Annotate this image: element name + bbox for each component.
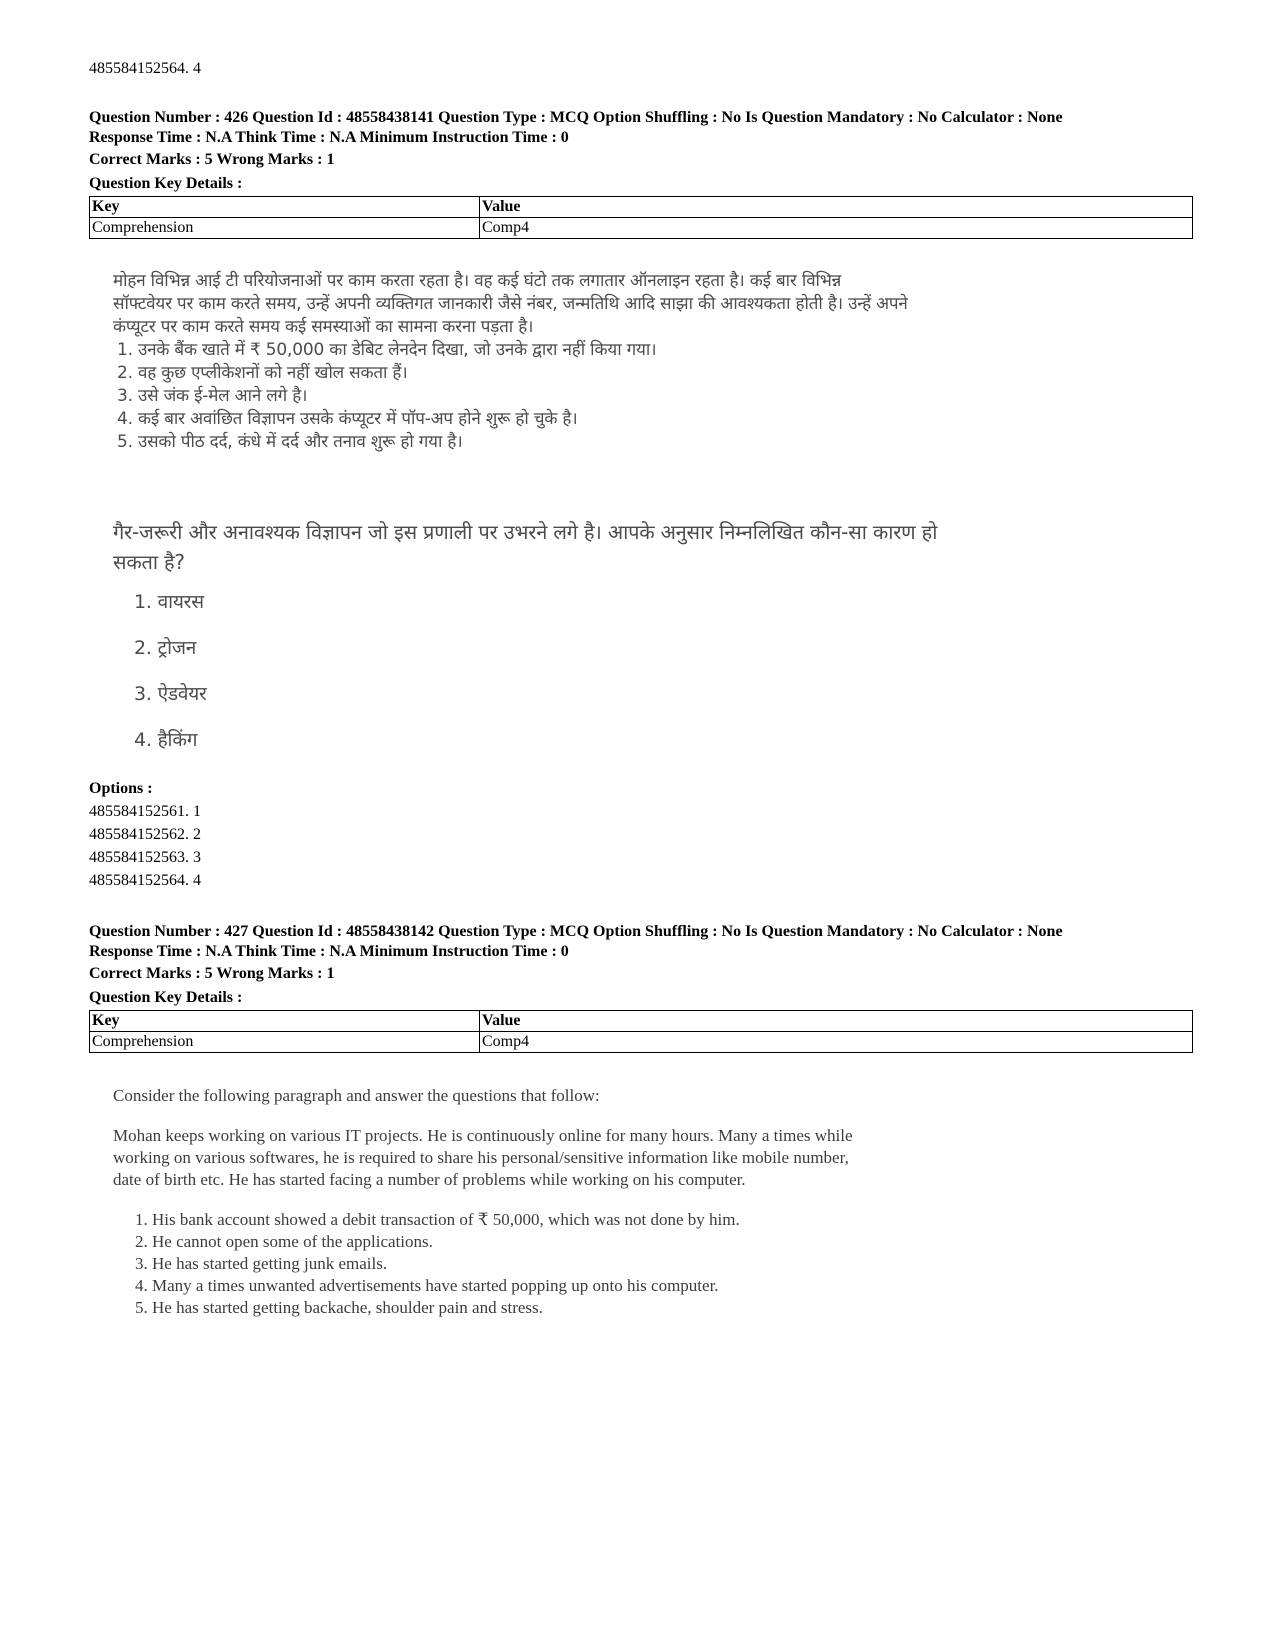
option-item: 485584152561. 1 — [89, 803, 201, 820]
problem-item: 4. Many a times unwanted advertisements have started popping up onto his computer. — [135, 1276, 719, 1295]
passage-line: working on various softwares, he is required to share his personal/sensitive information like mobile number, — [113, 1148, 849, 1167]
table-cell-value: Comp4 — [480, 1032, 1193, 1053]
table-header-key: Key — [90, 1011, 480, 1032]
table-cell-value: Comp4 — [480, 218, 1193, 239]
choice-item: 1. वायरस — [134, 591, 204, 613]
question-header — [89, 108, 1189, 147]
table-header-value: Value — [480, 197, 1193, 218]
english-passage — [113, 1085, 1013, 1319]
problem-item: 2. He cannot open some of the applications. — [135, 1232, 433, 1251]
options-list — [89, 802, 201, 894]
marks-line: Correct Marks : 5 Wrong Marks : 1 — [89, 965, 335, 983]
question-line: गैर-जरूरी और अनावश्यक विज्ञापन जो इस प्रणाली पर उभरने लगे है। आपके अनुसार निम्नलिखित कौन-सा कारण हो — [113, 520, 938, 544]
hindi-question — [113, 517, 1013, 577]
passage-line: date of birth etc. He has started facing a number of problems while working on his computer. — [113, 1170, 746, 1189]
question-line: सकता है? — [113, 550, 185, 574]
problem-item: 5. उसको पीठ दर्द, कंधे में दर्द और तनाव शुरू हो गया है। — [117, 432, 463, 452]
choice-item: 4. हैकिंग — [134, 729, 198, 751]
passage-line: सॉफ्टवेयर पर काम करते समय, उन्हें अपनी व्यक्तिगत जानकारी जैसे नंबर, जन्मतिथि आदि साझा की आवश्यकता होती है। उन्हें अपने — [113, 294, 908, 314]
option-item: 485584152563. 3 — [89, 849, 201, 866]
problem-item: 5. He has started getting backache, shoulder pain and stress. — [135, 1298, 543, 1317]
question-header — [89, 922, 1189, 961]
problem-item: 4. कई बार अवांछित विज्ञापन उसके कंप्यूटर में पॉप-अप होने शुरू हो चुके है। — [117, 409, 578, 429]
marks-line: Correct Marks : 5 Wrong Marks : 1 — [89, 151, 335, 169]
passage-intro: Consider the following paragraph and answer the questions that follow: — [113, 1086, 600, 1105]
question-header-line1: Question Number : 427 Question Id : 48558438142 Question Type : MCQ Option Shuffling : No Is Question Mandatory : No Calculator : None — [89, 923, 1063, 940]
key-details-label: Question Key Details : — [89, 174, 243, 192]
table-cell-key: Comprehension — [90, 218, 480, 239]
passage-line: Mohan keeps working on various IT projects. He is continuously online for many hours. Many a times while — [113, 1126, 853, 1145]
question-427 — [89, 922, 1189, 1053]
hindi-choices — [134, 591, 207, 775]
table-row — [90, 218, 1193, 239]
choice-item: 2. ट्रोजन — [134, 637, 197, 659]
question-426 — [89, 108, 1189, 239]
passage-line: कंप्यूटर पर काम करते समय कई समस्याओं का सामना करना पड़ता है। — [113, 317, 534, 337]
problem-item: 2. वह कुछ एप्लीकेशनों को नहीं खोल सकता हैं। — [117, 363, 408, 383]
previous-option-line: 485584152564. 4 — [89, 60, 201, 77]
question-header-line2: Response Time : N.A Think Time : N.A Minimum Instruction Time : 0 — [89, 128, 569, 146]
key-value-table — [89, 196, 1193, 239]
question-header-line2: Response Time : N.A Think Time : N.A Minimum Instruction Time : 0 — [89, 942, 569, 960]
table-header-row — [90, 197, 1193, 218]
choice-item: 3. ऐडवेयर — [134, 683, 207, 705]
table-header-row — [90, 1011, 1193, 1032]
options-label: Options : — [89, 780, 153, 797]
table-cell-key: Comprehension — [90, 1032, 480, 1053]
option-item: 485584152564. 4 — [89, 872, 201, 889]
key-value-table — [89, 1010, 1193, 1053]
question-header-line1: Question Number : 426 Question Id : 48558438141 Question Type : MCQ Option Shuffling : No Is Question Mandatory : No Calculator : None — [89, 109, 1063, 126]
key-details-label: Question Key Details : — [89, 988, 243, 1006]
problem-item: 1. His bank account showed a debit transaction of ₹ 50,000, which was not done by him. — [135, 1210, 740, 1229]
hindi-passage — [113, 270, 1013, 454]
passage-line: मोहन विभिन्न आई टी परियोजनाओं पर काम करता रहता है। वह कई घंटो तक लगातार ऑनलाइन रहता है। कई बार विभिन्न — [113, 271, 842, 291]
table-header-value: Value — [480, 1011, 1193, 1032]
table-header-key: Key — [90, 197, 480, 218]
problem-item: 1. उनके बैंक खाते में ₹ 50,000 का डेबिट लेनदेन दिखा, जो उनके द्वारा नहीं किया गया। — [117, 340, 657, 360]
problem-item: 3. उसे जंक ई-मेल आने लगे है। — [117, 386, 308, 406]
table-row — [90, 1032, 1193, 1053]
problem-item: 3. He has started getting junk emails. — [135, 1254, 388, 1273]
option-item: 485584152562. 2 — [89, 826, 201, 843]
